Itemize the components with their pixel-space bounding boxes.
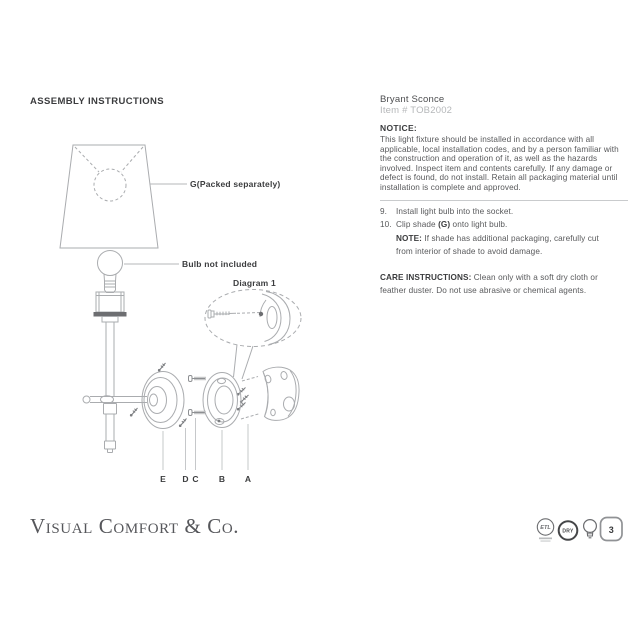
product-name: Bryant Sconce [380,94,445,105]
assembly-steps-list [380,207,628,230]
part-letter-b: B [218,474,226,484]
dry-rating-icon [556,519,580,543]
instructions-panel [380,94,628,297]
canopy-drawing [142,372,184,429]
step-10 [380,220,628,230]
stud-screws-drawing [189,376,206,416]
bulb-icon [580,517,600,543]
step-text [396,220,507,230]
etl-listed-mark-icon [535,516,557,546]
bulb-not-included-label: Bulb not included [182,259,258,269]
dry-rating-text: DRY [562,528,574,535]
notice-body: This light fixture should be installed in accordance with all applicable, local installation codes, and by a person familiar with the construction and operation of it, as well as the hazards involved. Inspect item and contents carefully. If any damage or defect is found, do not install. Retain all packaging material until installation is complete and approved. [380,135,619,192]
stem-drawing [83,322,147,453]
note-label: NOTE: [396,234,422,244]
part-letter-a: A [244,474,252,484]
care-label: CARE INSTRUCTIONS: [380,273,472,283]
step-text-pre: Install light bulb into the socket. [396,206,514,216]
step-note [396,233,618,258]
part-leader-lines [163,418,248,470]
product-item-number: Item # TOB2002 [380,105,453,116]
page-number-text: 3 [608,524,614,535]
section-divider [380,200,628,201]
part-letter-c: C [192,474,199,484]
screws-drawing [130,363,249,427]
wall-bracket-drawing [263,367,299,420]
part-letter-e: E [160,474,166,484]
shade-drawing [60,145,187,248]
shade-packed-label: G(Packed separately) [190,179,281,189]
mounting-ring-drawing [203,373,260,428]
step-9 [380,207,628,217]
care-text: Clean only with a soft dry cloth or feather duster. Do not use abrasive or chemical agents. [380,273,598,296]
step-text-post: onto light bulb. [450,219,508,229]
bulb-drawing [98,251,180,293]
step-text [396,207,513,217]
diagram1-label: Diagram 1 [233,278,276,288]
step-number: 10. [380,219,392,229]
diagram1-balloon-drawing [205,290,301,380]
step-number: 9. [380,206,388,216]
notice-label: NOTICE: [380,123,418,133]
step-text-pre: Clip shade [396,219,439,229]
brand-logo: Visual Comfort & Co. [30,514,240,538]
socket-drawing [94,292,127,322]
page-number-badge [599,516,625,543]
part-letter-d: D [182,474,189,484]
note-text: If shade has additional packaging, carefully cut from interior of shade to avoid damage. [396,234,599,256]
page-title: ASSEMBLY INSTRUCTIONS [30,96,165,107]
care-instructions [380,271,612,297]
step-text-bold: (G) [438,219,451,229]
etl-mark-text: ETL [540,525,551,531]
